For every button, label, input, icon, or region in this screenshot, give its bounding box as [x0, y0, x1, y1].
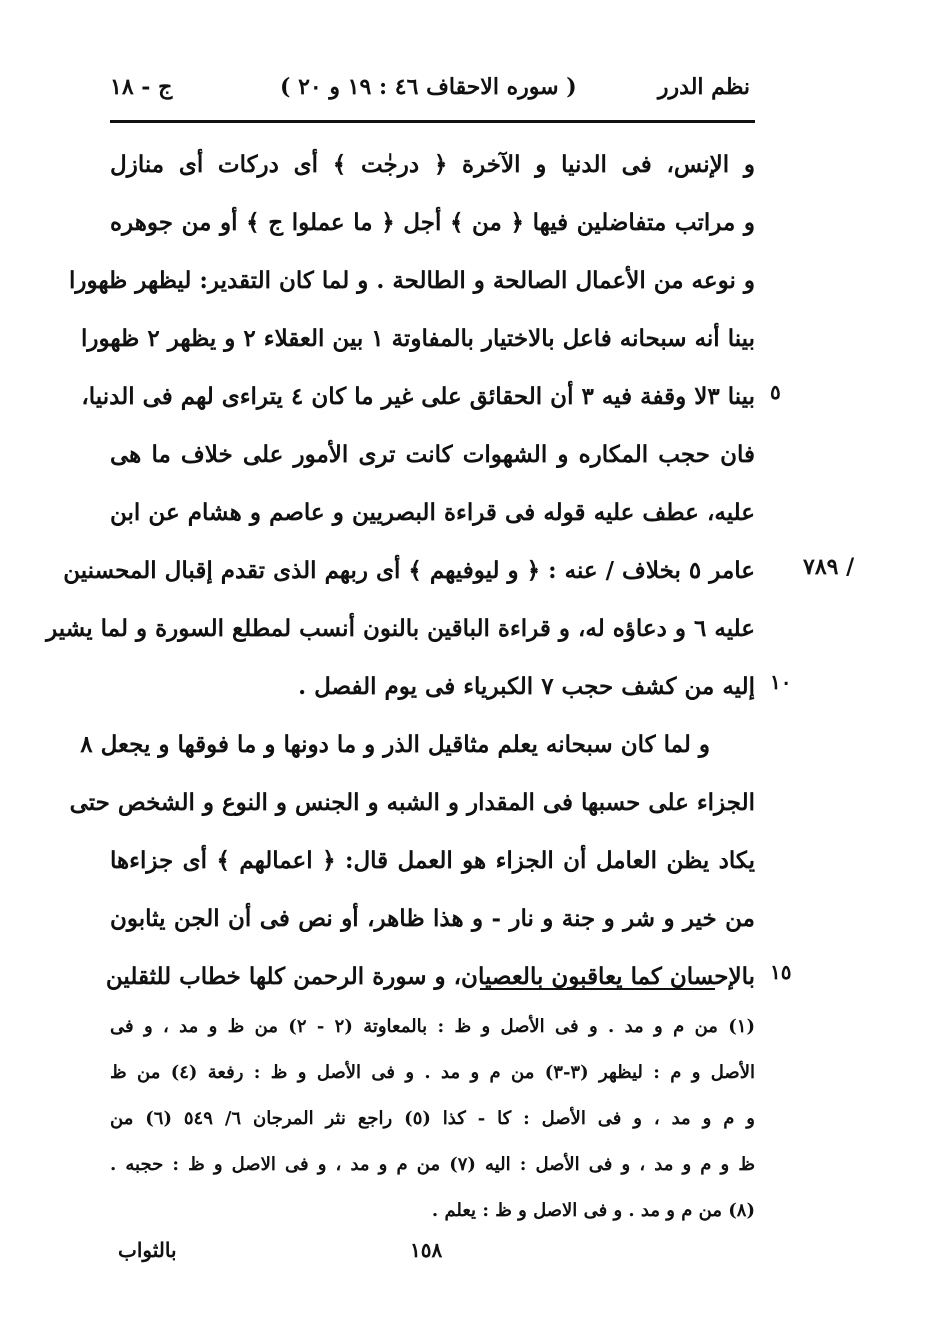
text-line: عليه ٦ و دعاؤه له، و قراءة الباقين بالنون أنسب لمطلع السورة و لما يشير	[46, 615, 755, 642]
text-line: إليه من كشف حجب ٧ الكبرياء فى يوم الفصل .	[298, 673, 755, 700]
header-sura-reference: ( سوره الاحقاف ٤٦ : ١٩ و ٢٠ )	[280, 74, 577, 100]
footnote-line: و م و مد ، و فى الأصل : كا - كذا (٥) راجع نثر المرجان ٦/ ٥٤٩ (٦) من	[110, 1108, 755, 1129]
text-line: يكاد يظن العامل أن الجزاء هو العمل قال: ﴿ اعمالهم ﴾ أى جزاءها	[110, 847, 755, 874]
footnote-line: (٨) من م و مد . و فى الاصل و ظ : يعلم .	[431, 1200, 755, 1221]
text-line: و مراتب متفاضلين فيها ﴿ من ﴾ أجل ﴿ ما عملوا ج ﴾ أو من جوهره	[110, 209, 755, 236]
line-number-15: ١٥	[770, 960, 792, 984]
text-line: بالإحسان كما يعاقبون بالعصيان، و سورة الرحمن كلها خطاب للثقلين	[105, 963, 755, 990]
header-rule	[110, 120, 755, 123]
running-header	[110, 74, 750, 108]
line-number-5: ٥	[770, 380, 781, 404]
text-line: من خير و شر و جنة و نار - و هذا ظاهر، أو نص فى أن الجن يثابون	[110, 905, 755, 932]
footnotes	[110, 1004, 755, 1234]
catchword: بالثواب	[118, 1238, 177, 1262]
footnote-line: الأصل و م : ليظهر (٣-٣) من م و مد . و فى الأصل و ظ : رفعة (٤) من ظ	[110, 1062, 755, 1083]
header-part-number: ج - ١٨	[110, 74, 173, 100]
text-line: عليه، عطف عليه قوله فى قراءة البصريين و عاصم و هشام عن ابن	[110, 499, 755, 526]
footnote-line: ظ و م و مد ، و فى الأصل : اليه (٧) من م و مد ، و فى الاصل و ظ : حجبه .	[110, 1154, 755, 1175]
text-line: بينا أنه سبحانه فاعل بالاختيار بالمفاوتة ١ بين العقلاء ٢ و يظهر ٢ ظهورا	[81, 325, 755, 352]
text-line: و لما كان سبحانه يعلم مثاقيل الذر و ما دونها و ما فوقها و يجعل ٨	[80, 731, 710, 758]
text-line: بينا ٣لا وقفة فيه ٣ أن الحقائق على غير ما كان ٤ يتراءى لهم فى الدنيا،	[81, 383, 755, 410]
margin-page-reference: ٧٨٩ /	[803, 554, 855, 580]
page-number: ١٥٨	[410, 1238, 443, 1262]
header-book-title: نظم الدرر	[657, 74, 750, 100]
line-number-10: ١٠	[770, 670, 792, 694]
text-line: الجزاء على حسبها فى المقدار و الشبه و الجنس و النوع و الشخص حتى	[69, 789, 755, 816]
text-line: فان حجب المكاره و الشهوات كانت ترى الأمور على خلاف ما هى	[110, 441, 755, 468]
text-line: و نوعه من الأعمال الصالحة و الطالحة . و لما كان التقدير: ليظهر ظهورا	[68, 267, 755, 294]
main-text	[46, 136, 755, 1006]
footnote-rule	[480, 988, 715, 990]
footnote-line: (١) من م و مد . و فى الأصل و ظ : بالمعاوتة (٢ - ٢) من ظ و مد ، و فى	[110, 1016, 755, 1037]
text-line: عامر ٥ بخلاف / عنه : ﴿ و ليوفيهم ﴾ أى ربهم الذى تقدم إقبال المحسنين	[63, 557, 755, 584]
text-line: و الإنس، فى الدنيا و الآخرة ﴿ درجٰت ﴾ أى دركات أى منازل	[110, 151, 755, 178]
